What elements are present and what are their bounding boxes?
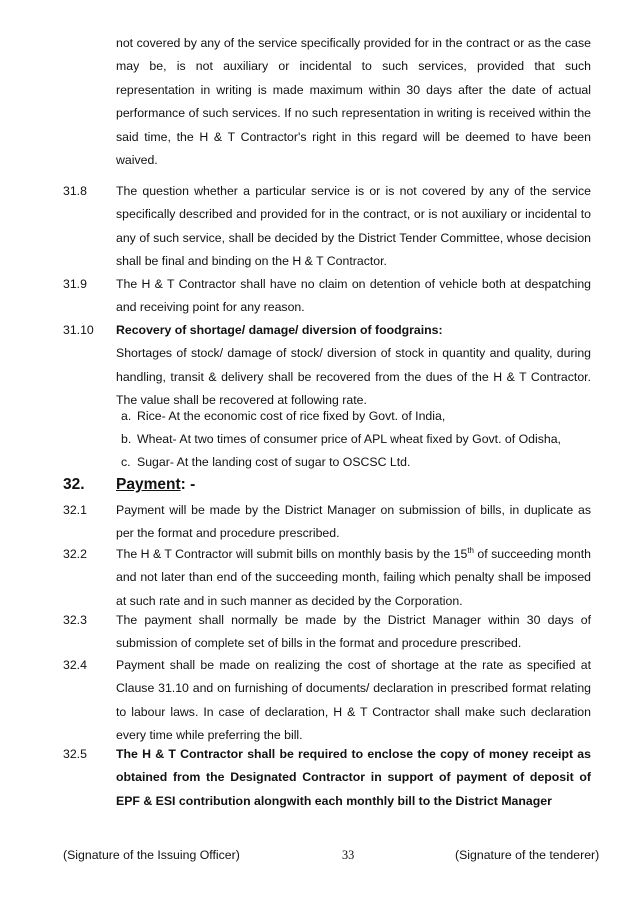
section-heading: 32. Payment: - [63,476,196,493]
clause-number: 32.1 [63,503,87,517]
list-item: b. Wheat- At two times of consumer price of APL wheat fixed by Govt. of Odisha, [121,432,561,446]
clause-32-4 [63,654,591,748]
clause-number: 31.9 [63,277,87,291]
clause-32-3 [63,609,591,656]
clause-31-9 [63,273,591,320]
footer-tenderer-signature: (Signature of the tenderer) [455,848,600,862]
clause-text: The payment shall normally be made by the District Manager within 30 days of submission of complete set of bills in the format and procedure prescribed. [116,613,591,651]
clause-number: 32.5 [63,747,87,761]
clause-number: 32.2 [63,547,87,561]
clause-32-1 [63,499,591,546]
clause-text: Payment will be made by the District Manager on submission of bills, in duplicate as per the format and procedure prescribed. [116,503,591,541]
clause-text: The H & T Contractor shall have no claim on detention of vehicle both at despatching and receiving point for any reason. [116,277,591,315]
clause-heading: Recovery of shortage/ damage/ diversion of foodgrains: [116,323,443,337]
footer-issuing-officer-signature: (Signature of the Issuing Officer) [63,848,240,862]
clause-number: 31.8 [63,184,87,198]
clause-text: The question whether a particular service is or is not covered by any of the service specifically described and provided for in the contract, or is not auxiliary or incidental to any of such service, shall be decided by the District Tender Committee, whose decision shall be final and binding on the H & T Contractor. [116,184,591,269]
clause-31-10 [63,319,591,413]
clause-number: 31.10 [63,323,94,337]
clause-text: Payment shall be made on realizing the cost of shortage at the rate as specified at Clause 31.10 and on furnishing of documents/ declaration in prescribed format relating to labour laws. In case of declaration, H & T Contractor shall make such declaration every time while preferring the bill. [116,658,591,743]
list-item: a. Rice- At the economic cost of rice fixed by Govt. of India, [121,409,446,423]
clause-32-2 [63,543,591,613]
clause-text: The H & T Contractor will submit bills on monthly basis by the 15th of succeeding month and not later than end of the succeeding month, failing which penalty shall be imposed at such rate and in such manner as decided by the Corporation. [116,545,591,608]
clause-31-8 [63,180,591,274]
clause-number: 32.4 [63,658,87,672]
clause-text: Shortages of stock/ damage of stock/ diversion of stock in quantity and quality, during handling, transit & delivery shall be recovered from the dues of the H & T Contractor. The value shall be recovered at following rate. [116,346,591,408]
clause-number: 32.3 [63,613,87,627]
section-title: Payment [116,476,181,493]
clause-text: The H & T Contractor shall be required to enclose the copy of money receipt as obtained from the Designated Contractor in support of payment of deposit of EPF & ESI contribution alongwith each monthly bill to the District Manager [116,747,591,808]
list-item: c. Sugar- At the landing cost of sugar to OSCSC Ltd. [121,455,411,469]
continuation-paragraph: not covered by any of the service specifically provided for in the contract or as the case may be, is not auxiliary or incidental to such services, provided that such representation in writing is made maximum within 30 days after the date of actual performance of such services. If no such representation in writing is received within the said time, the H & T Contractor's right in this regard will be deemed to have been waived. [116,36,591,168]
section-number: 32. [63,476,85,493]
clause-32-5 [63,743,591,813]
page-number: 33 [342,848,355,862]
